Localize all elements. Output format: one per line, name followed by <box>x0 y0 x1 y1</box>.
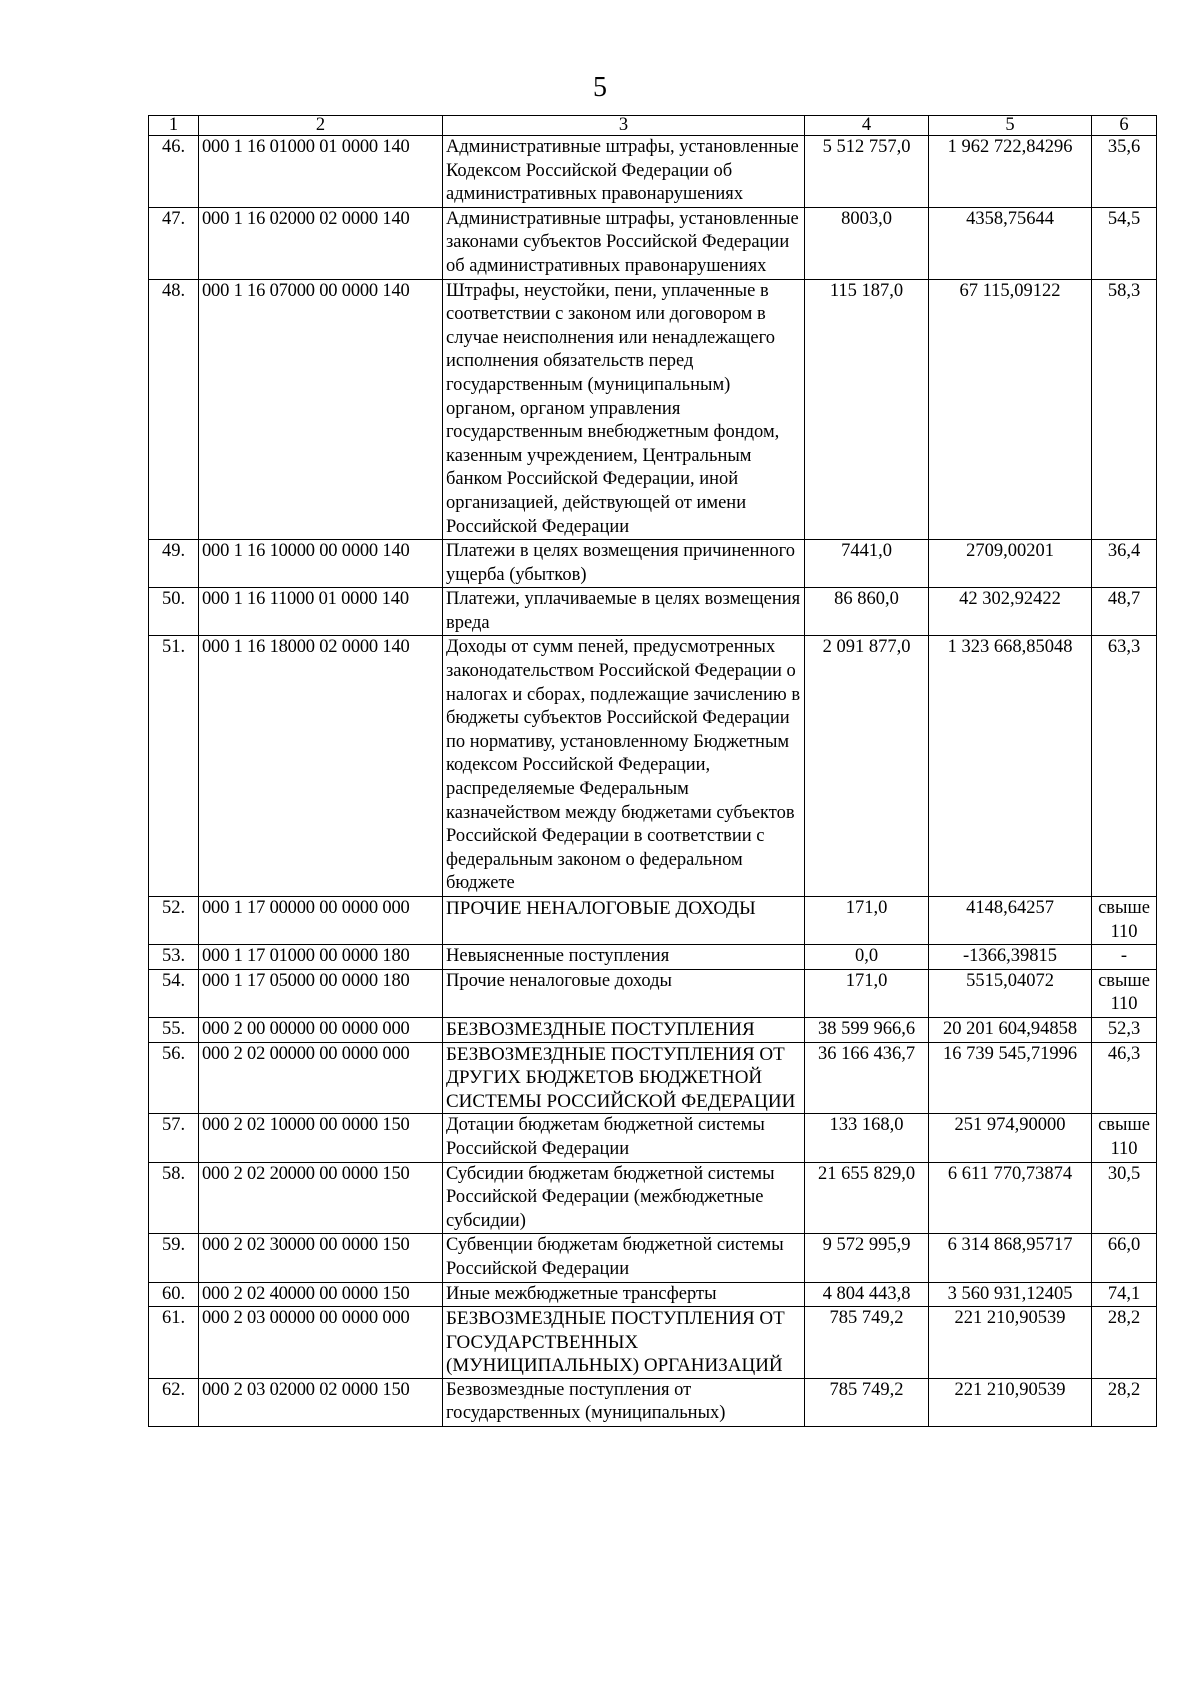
row-number-cell: 62. <box>149 1378 199 1426</box>
row-number-cell: 46. <box>149 136 199 208</box>
plan-amount-cell: 38 599 966,6 <box>805 1017 929 1042</box>
percent-cell: 54,5 <box>1092 207 1157 279</box>
revenue-name-cell: Субвенции бюджетам бюджетной системы Российской Федерации <box>443 1234 805 1282</box>
revenue-name-cell: Невыясненные поступления <box>443 945 805 970</box>
plan-amount-cell: 5 512 757,0 <box>805 136 929 208</box>
column-header-4: 4 <box>805 116 929 136</box>
revenue-name-cell: Административные штрафы, установленные законами субъектов Российской Федерации об административных правонарушениях <box>443 207 805 279</box>
percent-cell: свыше 110 <box>1092 897 1157 945</box>
actual-amount-cell: 5515,04072 <box>929 969 1092 1017</box>
actual-amount-cell: 4148,64257 <box>929 897 1092 945</box>
revenue-name-cell: БЕЗВОЗМЕЗДНЫЕ ПОСТУПЛЕНИЯ ОТ ГОСУДАРСТВЕННЫХ (МУНИЦИПАЛЬНЫХ) ОРГАНИЗАЦИЙ <box>443 1307 805 1379</box>
revenue-name-cell: Административные штрафы, установленные Кодексом Российской Федерации об административных правонарушениях <box>443 136 805 208</box>
percent-cell: 46,3 <box>1092 1042 1157 1114</box>
table-row <box>149 207 1157 279</box>
percent-cell: 36,4 <box>1092 540 1157 588</box>
actual-amount-cell: 6 314 868,95717 <box>929 1234 1092 1282</box>
revenue-name-cell: БЕЗВОЗМЕЗДНЫЕ ПОСТУПЛЕНИЯ <box>443 1017 805 1042</box>
actual-amount-cell: -1366,39815 <box>929 945 1092 970</box>
budget-code-cell: 000 1 16 10000 00 0000 140 <box>199 540 443 588</box>
percent-cell: свыше 110 <box>1092 969 1157 1017</box>
percent-cell: 35,6 <box>1092 136 1157 208</box>
table-row <box>149 279 1157 540</box>
plan-amount-cell: 36 166 436,7 <box>805 1042 929 1114</box>
budget-code-cell: 000 2 02 00000 00 0000 000 <box>199 1042 443 1114</box>
row-number-cell: 58. <box>149 1162 199 1234</box>
actual-amount-cell: 67 115,09122 <box>929 279 1092 540</box>
revenue-name-cell: Платежи, уплачиваемые в целях возмещения вреда <box>443 588 805 636</box>
plan-amount-cell: 171,0 <box>805 897 929 945</box>
percent-cell: 30,5 <box>1092 1162 1157 1234</box>
plan-amount-cell: 21 655 829,0 <box>805 1162 929 1234</box>
revenue-name-cell: Прочие неналоговые доходы <box>443 969 805 1017</box>
budget-code-cell: 000 2 03 02000 02 0000 150 <box>199 1378 443 1426</box>
percent-cell: - <box>1092 945 1157 970</box>
actual-amount-cell: 221 210,90539 <box>929 1378 1092 1426</box>
column-header-2: 2 <box>199 116 443 136</box>
budget-code-cell: 000 1 16 11000 01 0000 140 <box>199 588 443 636</box>
percent-cell: 66,0 <box>1092 1234 1157 1282</box>
plan-amount-cell: 785 749,2 <box>805 1307 929 1379</box>
percent-cell: 74,1 <box>1092 1282 1157 1307</box>
budget-code-cell: 000 2 03 00000 00 0000 000 <box>199 1307 443 1379</box>
plan-amount-cell: 115 187,0 <box>805 279 929 540</box>
actual-amount-cell: 221 210,90539 <box>929 1307 1092 1379</box>
revenue-name-cell: Субсидии бюджетам бюджетной системы Российской Федерации (межбюджетные субсидии) <box>443 1162 805 1234</box>
budget-code-cell: 000 1 17 01000 00 0000 180 <box>199 945 443 970</box>
budget-code-cell: 000 2 02 20000 00 0000 150 <box>199 1162 443 1234</box>
table-row <box>149 540 1157 588</box>
row-number-cell: 50. <box>149 588 199 636</box>
table-row <box>149 945 1157 970</box>
table-row <box>149 636 1157 897</box>
revenue-name-cell: Штрафы, неустойки, пени, уплаченные в соответствии с законом или договором в случае неисполнения или ненадлежащего исполнения обязательств перед государственным (муниципальным) органом, органом управления государственным внебюджетным фондом, казенным учреждением, Центральным банком Российской Федерации, иной организацией, действующей от имени Российской Федерации <box>443 279 805 540</box>
row-number-cell: 61. <box>149 1307 199 1379</box>
plan-amount-cell: 7441,0 <box>805 540 929 588</box>
table-row <box>149 588 1157 636</box>
plan-amount-cell: 86 860,0 <box>805 588 929 636</box>
row-number-cell: 49. <box>149 540 199 588</box>
budget-code-cell: 000 1 16 07000 00 0000 140 <box>199 279 443 540</box>
table-row <box>149 1162 1157 1234</box>
budget-code-cell: 000 2 00 00000 00 0000 000 <box>199 1017 443 1042</box>
budget-code-cell: 000 1 16 02000 02 0000 140 <box>199 207 443 279</box>
budget-code-cell: 000 1 17 05000 00 0000 180 <box>199 969 443 1017</box>
actual-amount-cell: 20 201 604,94858 <box>929 1017 1092 1042</box>
row-number-cell: 55. <box>149 1017 199 1042</box>
percent-cell: 48,7 <box>1092 588 1157 636</box>
row-number-cell: 56. <box>149 1042 199 1114</box>
row-number-cell: 51. <box>149 636 199 897</box>
table-row <box>149 1378 1157 1426</box>
table-body <box>149 136 1157 1427</box>
budget-code-cell: 000 1 16 18000 02 0000 140 <box>199 636 443 897</box>
row-number-cell: 60. <box>149 1282 199 1307</box>
table-row <box>149 1017 1157 1042</box>
plan-amount-cell: 171,0 <box>805 969 929 1017</box>
budget-code-cell: 000 2 02 10000 00 0000 150 <box>199 1114 443 1162</box>
actual-amount-cell: 42 302,92422 <box>929 588 1092 636</box>
revenue-name-cell: Иные межбюджетные трансферты <box>443 1282 805 1307</box>
row-number-cell: 57. <box>149 1114 199 1162</box>
percent-cell: 28,2 <box>1092 1378 1157 1426</box>
plan-amount-cell: 133 168,0 <box>805 1114 929 1162</box>
row-number-cell: 52. <box>149 897 199 945</box>
budget-code-cell: 000 1 17 00000 00 0000 000 <box>199 897 443 945</box>
table-row <box>149 1282 1157 1307</box>
actual-amount-cell: 2709,00201 <box>929 540 1092 588</box>
plan-amount-cell: 785 749,2 <box>805 1378 929 1426</box>
percent-cell: 63,3 <box>1092 636 1157 897</box>
table-row <box>149 1114 1157 1162</box>
row-number-cell: 54. <box>149 969 199 1017</box>
row-number-cell: 47. <box>149 207 199 279</box>
actual-amount-cell: 1 962 722,84296 <box>929 136 1092 208</box>
percent-cell: 28,2 <box>1092 1307 1157 1379</box>
column-header-6: 6 <box>1092 116 1157 136</box>
actual-amount-cell: 1 323 668,85048 <box>929 636 1092 897</box>
revenue-name-cell: ПРОЧИЕ НЕНАЛОГОВЫЕ ДОХОДЫ <box>443 897 805 945</box>
header-row <box>149 116 1157 136</box>
revenue-table <box>148 115 1157 1427</box>
row-number-cell: 53. <box>149 945 199 970</box>
actual-amount-cell: 3 560 931,12405 <box>929 1282 1092 1307</box>
plan-amount-cell: 9 572 995,9 <box>805 1234 929 1282</box>
percent-cell: 52,3 <box>1092 1017 1157 1042</box>
budget-code-cell: 000 2 02 40000 00 0000 150 <box>199 1282 443 1307</box>
table-row <box>149 897 1157 945</box>
actual-amount-cell: 251 974,90000 <box>929 1114 1092 1162</box>
revenue-name-cell: Платежи в целях возмещения причиненного ущерба (убытков) <box>443 540 805 588</box>
revenue-name-cell: БЕЗВОЗМЕЗДНЫЕ ПОСТУПЛЕНИЯ ОТ ДРУГИХ БЮДЖЕТОВ БЮДЖЕТНОЙ СИСТЕМЫ РОССИЙСКОЙ ФЕДЕРАЦИИ <box>443 1042 805 1114</box>
percent-cell: 58,3 <box>1092 279 1157 540</box>
revenue-name-cell: Доходы от сумм пеней, предусмотренных законодательством Российской Федерации о налогах и сборах, подлежащие зачислению в бюджеты субъектов Российской Федерации по нормативу, установленному Бюджетным кодексом Российской Федерации, распределяемые Федеральным казначейством между бюджетами субъектов Российской Федерации в соответствии с федеральным законом о федеральном бюджете <box>443 636 805 897</box>
page-number: 5 <box>593 72 607 103</box>
plan-amount-cell: 4 804 443,8 <box>805 1282 929 1307</box>
actual-amount-cell: 6 611 770,73874 <box>929 1162 1092 1234</box>
table-row <box>149 136 1157 208</box>
table-row <box>149 969 1157 1017</box>
table-row <box>149 1307 1157 1379</box>
revenue-name-cell: Дотации бюджетам бюджетной системы Российской Федерации <box>443 1114 805 1162</box>
column-header-3: 3 <box>443 116 805 136</box>
column-header-5: 5 <box>929 116 1092 136</box>
plan-amount-cell: 0,0 <box>805 945 929 970</box>
actual-amount-cell: 4358,75644 <box>929 207 1092 279</box>
actual-amount-cell: 16 739 545,71996 <box>929 1042 1092 1114</box>
revenue-name-cell: Безвозмездные поступления от государственных (муниципальных) <box>443 1378 805 1426</box>
plan-amount-cell: 2 091 877,0 <box>805 636 929 897</box>
plan-amount-cell: 8003,0 <box>805 207 929 279</box>
budget-code-cell: 000 2 02 30000 00 0000 150 <box>199 1234 443 1282</box>
table-row <box>149 1042 1157 1114</box>
table-row <box>149 1234 1157 1282</box>
row-number-cell: 59. <box>149 1234 199 1282</box>
percent-cell: свыше 110 <box>1092 1114 1157 1162</box>
budget-code-cell: 000 1 16 01000 01 0000 140 <box>199 136 443 208</box>
row-number-cell: 48. <box>149 279 199 540</box>
column-header-1: 1 <box>149 116 199 136</box>
